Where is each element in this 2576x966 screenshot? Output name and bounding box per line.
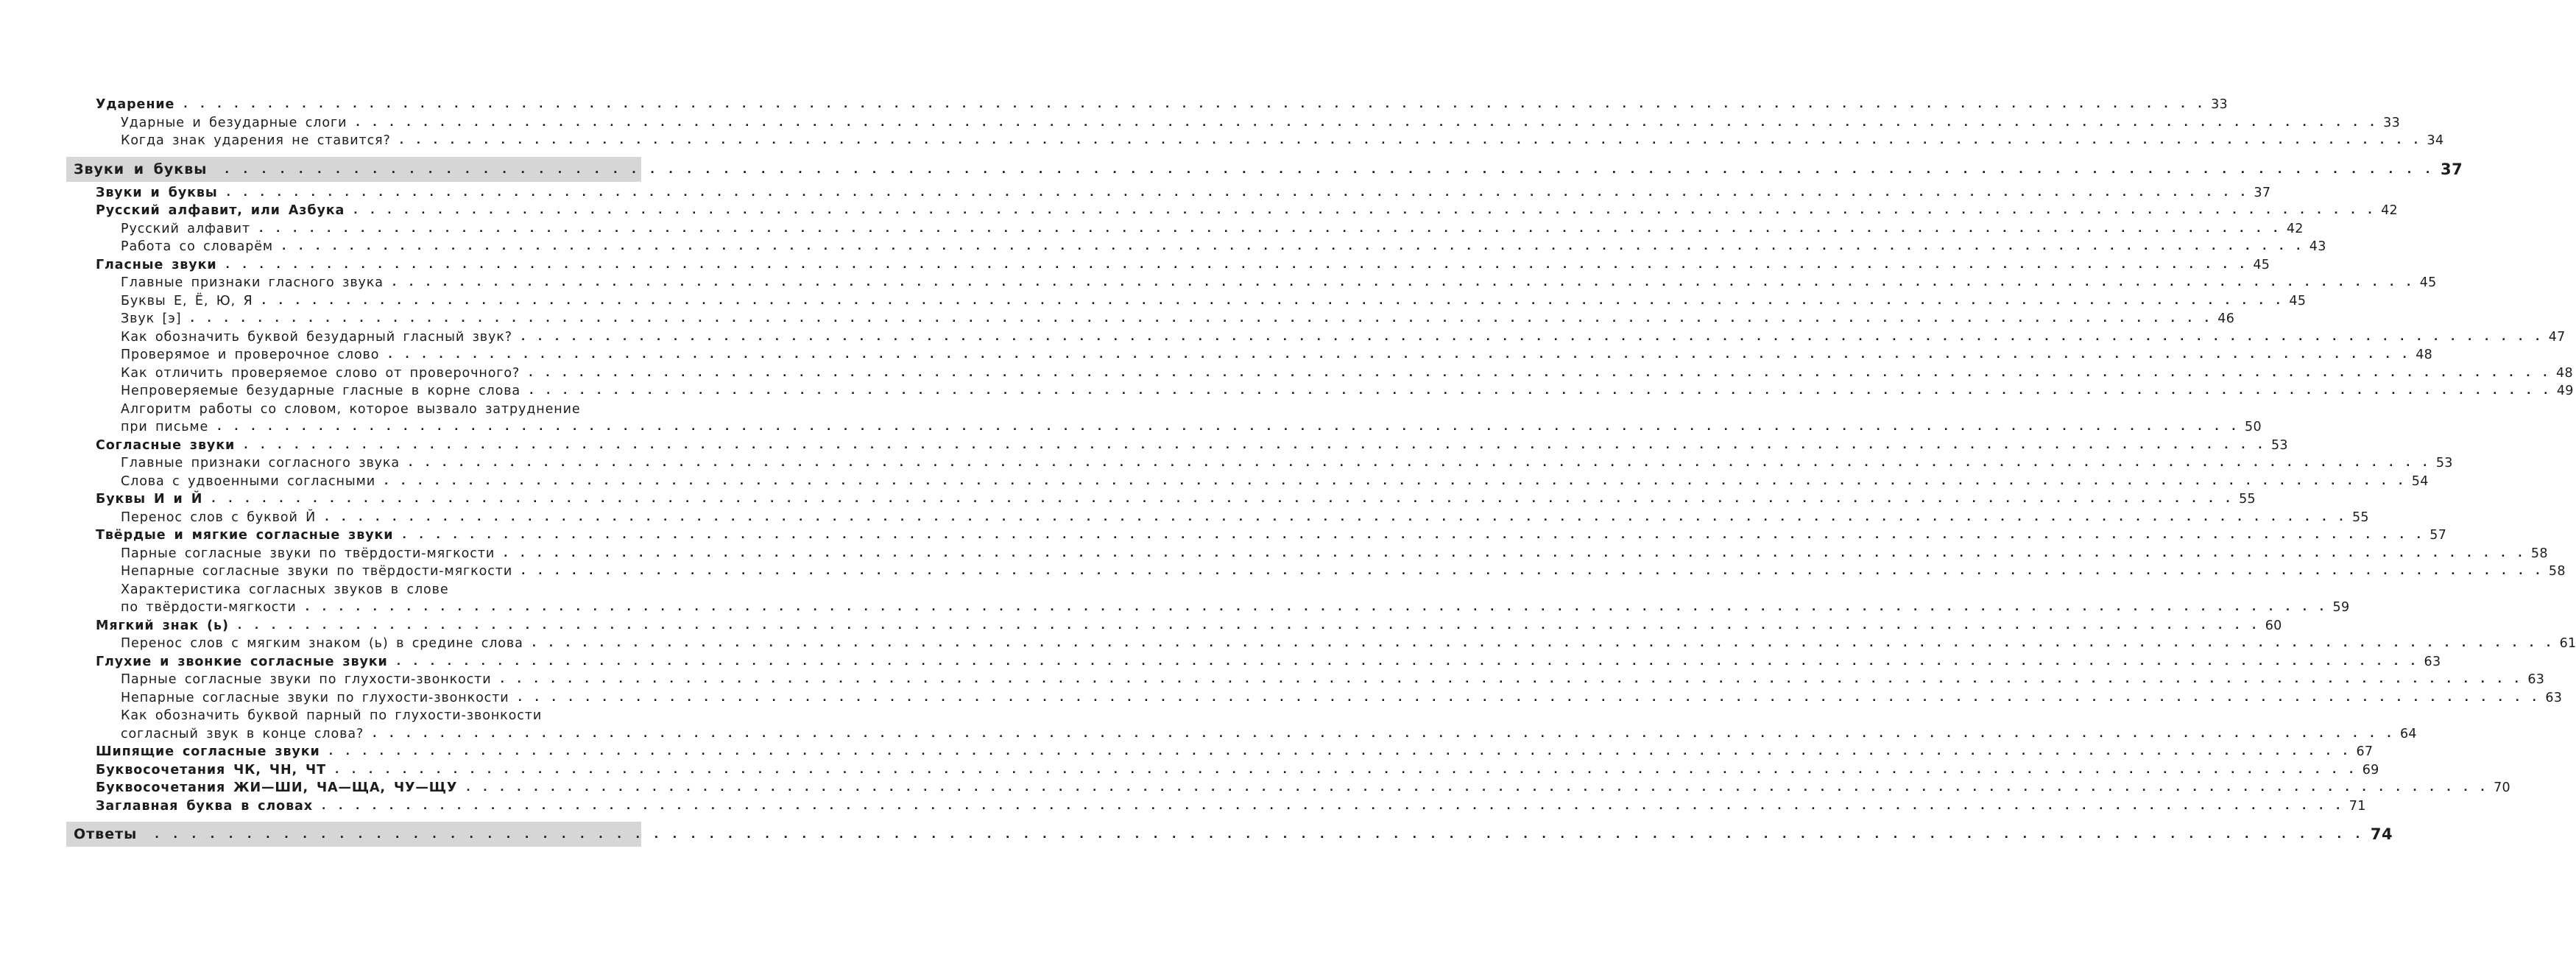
toc-entry-title: Непарные согласные звуки по твёрдости-мягкости	[121, 564, 513, 579]
toc-entry-title: Как обозначить буквой парный по глухости-звонкости	[121, 708, 543, 723]
leader-dots: . . . . . . . . . . . . . . . . . . . . . . . . . . . . . . . . . . . . . . . . . . . . . . . . . . . . . . . . . . . . . . . . . . . . . . . . . . . . . . . . . . . . . . . . . . . . . . . . . . . . . . . . . . . . . . . . . . . . . . . .	[155, 828, 2363, 841]
section-heading-title: Звуки и буквы	[74, 161, 208, 177]
toc-entry-title-continued: по твёрдости-мягкости	[121, 600, 297, 615]
toc-entry-title: Звуки и буквы	[96, 185, 218, 200]
toc-entry-page: 45	[2289, 293, 2307, 309]
toc-entry-page: 58	[2548, 564, 2566, 579]
leader-dots: . . . . . . . . . . . . . . . . . . . . . . . . . . . . . . . . . . . . . . . . . . . . . . . . . . . . . . . . . . . . . . . . . . . . . . . . . . . . . . . . . . . . . . . . . . . . . . . . . . . . . . . . . . . . . . . . . . . . . . . .	[217, 421, 2240, 433]
toc-entry-page: 34	[2427, 133, 2444, 148]
toc-entry-title: Шипящие согласные звуки	[96, 744, 320, 759]
leader-dots: . . . . . . . . . . . . . . . . . . . . . . . . . . . . . . . . . . . . . . . . . . . . . . . . . . . . . . . . . . . . . . . . . . . . . . . . . . . . . . . . . . . . . . . . . . . . . . . . . . . . . . . . . . . . . . . . . . . . . . . .	[328, 746, 2351, 758]
toc-entry-subtopic[interactable]	[121, 115, 2401, 131]
toc-entry-subtopic[interactable]	[121, 293, 2307, 309]
toc-entry-subtopic[interactable]	[121, 365, 2573, 381]
leader-dots: . . . . . . . . . . . . . . . . . . . . . . . . . . . . . . . . . . . . . . . . . . . . . . . . . . . . . . . . . . . . . . . . . . . . . . . . . . . . . . . . . . . . . . . . . . . . . . . . . . . . . . . . . . . . . . . . . . . . . . . .	[356, 116, 2378, 129]
leader-dots: . . . . . . . . . . . . . . . . . . . . . . . . . . . . . . . . . . . . . . . . . . . . . . . . . . . . . . . . . . . . . . . . . . . . . . . . . . . . . . . . . . . . . . . . . . . . . . . . . . . . . . . . . . . . . . . . . . . . . . . .	[384, 475, 2406, 487]
toc-entry-topic[interactable]	[96, 185, 2271, 201]
toc-entry-continuation[interactable]	[121, 419, 2262, 435]
toc-entry-page: 49	[2556, 384, 2574, 398]
toc-entry-page: 50	[2245, 420, 2262, 434]
leader-dots: . . . . . . . . . . . . . . . . . . . . . . . . . . . . . . . . . . . . . . . . . . . . . . . . . . . . . . . . . . . . . . . . . . . . . . . . . . . . . . . . . . . . . . . . . . . . . . . . . . . . . . . . . . . . . . . . . . . . . . . .	[334, 764, 2357, 776]
toc-entry-topic[interactable]	[96, 437, 2288, 454]
toc-entry-topic[interactable]	[96, 744, 2374, 760]
leader-dots: . . . . . . . . . . . . . . . . . . . . . . . . . . . . . . . . . . . . . . . . . . . . . . . . . . . . . . . . . . . . . . . . . . . . . . . . . . . . . . . . . . . . . . . . . . . . . . . . . . . . . . . . . . . . . . . . . . . . . . . .	[225, 162, 2434, 176]
toc-entry-title: Парные согласные звуки по глухости-звонкости	[121, 672, 492, 687]
toc-entry-page: 43	[2309, 239, 2326, 254]
toc-entry-page: 60	[2265, 618, 2282, 633]
toc-entry-page: 42	[2381, 203, 2398, 218]
toc-entry-subtopic[interactable]	[121, 635, 2576, 652]
toc-entry-subtopic[interactable]	[121, 690, 2563, 706]
leader-dots: . . . . . . . . . . . . . . . . . . . . . . . . . . . . . . . . . . . . . . . . . . . . . . . . . . . . . . . . . . . . . . . . . . . . . . . . . . . . . . . . . . . . . . . . . . . . . . . . . . . . . . . . . . . . . . . . . . . . . . . .	[392, 277, 2414, 289]
toc-entry-subtopic[interactable]	[121, 455, 2453, 471]
toc-entry-title: Парные согласные звуки по твёрдости-мягкости	[121, 546, 495, 561]
toc-entry-page: 53	[2435, 456, 2453, 470]
toc-entry-line[interactable]	[121, 401, 637, 417]
toc-entry-page: 37	[2254, 185, 2271, 200]
toc-entry-title: Ударение	[96, 97, 175, 112]
toc-entry-subtopic[interactable]	[121, 473, 2429, 490]
toc-entry-page: 63	[2545, 690, 2563, 705]
leader-dots: . . . . . . . . . . . . . . . . . . . . . . . . . . . . . . . . . . . . . . . . . . . . . . . . . . . . . . . . . . . . . . . . . . . . . . . . . . . . . . . . . . . . . . . . . . . . . . . . . . . . . . . . . . . . . . . . . . . . . . . .	[237, 619, 2259, 632]
leader-dots: . . . . . . . . . . . . . . . . . . . . . . . . . . . . . . . . . . . . . . . . . . . . . . . . . . . . . . . . . . . . . . . . . . . . . . . . . . . . . . . . . . . . . . . . . . . . . . . . . . . . . . . . . . . . . . . . . . . . . . . .	[532, 638, 2554, 649]
toc-entry-page: 54	[2411, 473, 2429, 489]
leader-dots: . . . . . . . . . . . . . . . . . . . . . . . . . . . . . . . . . . . . . . . . . . . . . . . . . . . . . . . . . . . . . . . . . . . . . . . . . . . . . . . . . . . . . . . . . . . . . . . . . . . . . . . . . . . . . . . . . . . . . . . .	[281, 241, 2304, 253]
toc-entry-page: 46	[2217, 311, 2235, 326]
toc-entry-topic[interactable]	[96, 654, 2441, 670]
toc-entry-subtopic[interactable]	[121, 275, 2437, 291]
toc-entry-page: 33	[2211, 97, 2228, 112]
leader-dots: . . . . . . . . . . . . . . . . . . . . . . . . . . . . . . . . . . . . . . . . . . . . . . . . . . . . . . . . . . . . . . . . . . . . . . . . . . . . . . . . . . . . . . . . . . . . . . . . . . . . . . . . . . . . . . . . . . . . . . . .	[529, 367, 2551, 379]
toc-entry-title-continued: при письме	[121, 420, 209, 434]
leader-dots: . . . . . . . . . . . . . . . . . . . . . . . . . . . . . . . . . . . . . . . . . . . . . . . . . . . . . . . . . . . . . . . . . . . . . . . . . . . . . . . . . . . . . . . . . . . . . . . . . . . . . . . . . . . . . . . . . . . . . . . .	[396, 655, 2418, 668]
toc-entry-title: Мягкий знак (ь)	[96, 618, 229, 633]
leader-dots: . . . . . . . . . . . . . . . . . . . . . . . . . . . . . . . . . . . . . . . . . . . . . . . . . . . . . . . . . . . . . . . . . . . . . . . . . . . . . . . . . . . . . . . . . . . . . . . . . . . . . . . . . . . . . . . . . . . . . . . .	[325, 511, 2346, 523]
toc-entry-title: Характеристика согласных звуков в слове	[121, 582, 449, 597]
toc-entry-line[interactable]	[121, 708, 637, 724]
toc-entry-subtopic[interactable]	[121, 329, 2566, 345]
section-heading-page: 37	[2441, 160, 2463, 178]
toc-entry-title: Как отличить проверяемое слово от проверочного?	[121, 365, 521, 381]
toc-entry-subtopic[interactable]	[121, 311, 2235, 327]
toc-entry-topic[interactable]	[96, 527, 2447, 543]
toc-entry-title: Слова с удвоенными согласными	[121, 473, 375, 489]
toc-entry-title: Русский алфавит, или Азбука	[96, 203, 345, 218]
toc-entry-title-continued: согласный звук в конце слова?	[121, 726, 364, 741]
toc-entry-title: Перенос слов с мягким знаком (ь) в средине слова	[121, 636, 523, 651]
toc-entry-title: Ударные и безударные слоги	[121, 115, 347, 130]
toc-entry-page: 47	[2548, 329, 2566, 345]
toc-entry-title: Буквосочетания ЖИ—ШИ, ЧА—ЩА, ЧУ—ЩУ	[96, 780, 458, 795]
toc-entry-title: Работа со словарём	[121, 239, 273, 254]
toc-entry-title: Непарные согласные звуки по глухости-звонкости	[121, 690, 509, 705]
leader-dots: . . . . . . . . . . . . . . . . . . . . . . . . . . . . . . . . . . . . . . . . . . . . . . . . . . . . . . . . . . . . . . . . . . . . . . . . . . . . . . . . . . . . . . . . . . . . . . . . . . . . . . . . . . . . . . . . . . . . . . . .	[244, 439, 2265, 451]
toc-entry-title: Твёрдые и мягкие согласные звуки	[96, 528, 394, 543]
toc-entry-page: 53	[2271, 437, 2288, 453]
toc-entry-title: Алгоритм работы со словом, которое вызвало затруднение	[121, 401, 581, 417]
toc-entry-title: Буквосочетания ЧК, ЧН, ЧТ	[96, 762, 326, 778]
toc-entry-title: Гласные звуки	[96, 257, 217, 272]
section-heading[interactable]	[66, 157, 2463, 182]
toc-entry-subtopic[interactable]	[121, 510, 2369, 526]
toc-entry-title: Перенос слов с буквой Й	[121, 510, 317, 525]
toc-entry-title: Когда знак ударения не ставится?	[121, 133, 391, 148]
toc-entry-page: 45	[2253, 257, 2270, 272]
leader-dots: . . . . . . . . . . . . . . . . . . . . . . . . . . . . . . . . . . . . . . . . . . . . . . . . . . . . . . . . . . . . . . . . . . . . . . . . . . . . . . . . . . . . . . . . . . . . . . . . . . . . . . . . . . . . . . . . . . . . . . . .	[504, 547, 2525, 560]
toc-entry-title: Как обозначить буквой безударный гласный звук?	[121, 329, 512, 345]
leader-dots: . . . . . . . . . . . . . . . . . . . . . . . . . . . . . . . . . . . . . . . . . . . . . . . . . . . . . . . . . . . . . . . . . . . . . . . . . . . . . . . . . . . . . . . . . . . . . . . . . . . . . . . . . . . . . . . . . . . . . . . .	[518, 691, 2540, 704]
toc-entry-page: 55	[2352, 510, 2369, 525]
section-heading[interactable]	[66, 822, 2393, 847]
toc-entry-page: 63	[2527, 672, 2545, 687]
toc-entry-title: Проверямое и проверочное слово	[121, 348, 380, 362]
toc-entry-topic[interactable]	[96, 780, 2510, 796]
toc-entry-page: 71	[2349, 798, 2366, 814]
leader-dots: . . . . . . . . . . . . . . . . . . . . . . . . . . . . . . . . . . . . . . . . . . . . . . . . . . . . . . . . . . . . . . . . . . . . . . . . . . . . . . . . . . . . . . . . . . . . . . . . . . . . . . . . . . . . . . . . . . . . . . . .	[373, 727, 2394, 740]
toc-entry-title: Буквы Е, Ё, Ю, Я	[121, 293, 253, 309]
toc-entry-topic[interactable]	[96, 491, 2256, 507]
toc-entry-page: 69	[2362, 762, 2379, 778]
leader-dots: . . . . . . . . . . . . . . . . . . . . . . . . . . . . . . . . . . . . . . . . . . . . . . . . . . . . . . . . . . . . . . . . . . . . . . . . . . . . . . . . . . . . . . . . . . . . . . . . . . . . . . . . . . . . . . . . . . . . . . . .	[521, 565, 2543, 577]
leader-dots: . . . . . . . . . . . . . . . . . . . . . . . . . . . . . . . . . . . . . . . . . . . . . . . . . . . . . . . . . . . . . . . . . . . . . . . . . . . . . . . . . . . . . . . . . . . . . . . . . . . . . . . . . . . . . . . . . . . . . . . .	[353, 205, 2376, 216]
leader-dots: . . . . . . . . . . . . . . . . . . . . . . . . . . . . . . . . . . . . . . . . . . . . . . . . . . . . . . . . . . . . . . . . . . . . . . . . . . . . . . . . . . . . . . . . . . . . . . . . . . . . . . . . . . . . . . . . . . . . . . . .	[321, 800, 2343, 812]
toc-entry-topic[interactable]	[96, 798, 2366, 814]
toc-entry-title: Звук [э]	[121, 311, 182, 326]
toc-entry-subtopic[interactable]	[121, 671, 2545, 688]
toc-entry-subtopic[interactable]	[121, 347, 2433, 363]
toc-entry-topic[interactable]	[96, 618, 2282, 634]
toc-entry-title: Заглавная буква в словах	[96, 798, 313, 814]
leader-dots: . . . . . . . . . . . . . . . . . . . . . . . . . . . . . . . . . . . . . . . . . . . . . . . . . . . . . . . . . . . . . . . . . . . . . . . . . . . . . . . . . . . . . . . . . . . . . . . . . . . . . . . . . . . . . . . . . . . . . . . .	[211, 493, 2234, 505]
leader-dots: . . . . . . . . . . . . . . . . . . . . . . . . . . . . . . . . . . . . . . . . . . . . . . . . . . . . . . . . . . . . . . . . . . . . . . . . . . . . . . . . . . . . . . . . . . . . . . . . . . . . . . . . . . . . . . . . . . . . . . . .	[183, 99, 2206, 110]
leader-dots: . . . . . . . . . . . . . . . . . . . . . . . . . . . . . . . . . . . . . . . . . . . . . . . . . . . . . . . . . . . . . . . . . . . . . . . . . . . . . . . . . . . . . . . . . . . . . . . . . . . . . . . . . . . . . . . . . . . . . . . .	[225, 258, 2248, 271]
toc-entry-subtopic[interactable]	[121, 383, 2574, 399]
toc-entry-page: 59	[2332, 600, 2350, 615]
toc-entry-title: Русский алфавит	[121, 221, 251, 236]
toc-entry-page: 70	[2494, 780, 2510, 795]
leader-dots: . . . . . . . . . . . . . . . . . . . . . . . . . . . . . . . . . . . . . . . . . . . . . . . . . . . . . . . . . . . . . . . . . . . . . . . . . . . . . . . . . . . . . . . . . . . . . . . . . . . . . . . . . . . . . . . . . . . . . . . .	[399, 135, 2421, 147]
toc-entry-continuation[interactable]	[121, 726, 2417, 742]
leader-dots: . . . . . . . . . . . . . . . . . . . . . . . . . . . . . . . . . . . . . . . . . . . . . . . . . . . . . . . . . . . . . . . . . . . . . . . . . . . . . . . . . . . . . . . . . . . . . . . . . . . . . . . . . . . . . . . . . . . . . . . .	[305, 602, 2327, 613]
toc-entry-page: 58	[2530, 546, 2548, 561]
toc-entry-subtopic[interactable]	[121, 133, 2444, 149]
leader-dots: . . . . . . . . . . . . . . . . . . . . . . . . . . . . . . . . . . . . . . . . . . . . . . . . . . . . . . . . . . . . . . . . . . . . . . . . . . . . . . . . . . . . . . . . . . . . . . . . . . . . . . . . . . . . . . . . . . . . . . . .	[521, 331, 2543, 343]
toc-entry-title: Буквы И и Й	[96, 492, 203, 507]
toc-entry-page: 61	[2559, 636, 2576, 651]
leader-dots: . . . . . . . . . . . . . . . . . . . . . . . . . . . . . . . . . . . . . . . . . . . . . . . . . . . . . . . . . . . . . . . . . . . . . . . . . . . . . . . . . . . . . . . . . . . . . . . . . . . . . . . . . . . . . . . . . . . . . . . .	[500, 674, 2522, 685]
toc-entry-page: 67	[2356, 744, 2374, 759]
leader-dots: . . . . . . . . . . . . . . . . . . . . . . . . . . . . . . . . . . . . . . . . . . . . . . . . . . . . . . . . . . . . . . . . . . . . . . . . . . . . . . . . . . . . . . . . . . . . . . . . . . . . . . . . . . . . . . . . . . . . . . . .	[529, 385, 2551, 397]
toc-entry-title: Непроверяемые безударные гласные в корне слова	[121, 384, 521, 398]
toc-entry-line[interactable]	[121, 582, 637, 598]
toc-entry-title: Согласные звуки	[96, 437, 236, 453]
toc-entry-page: 48	[2556, 365, 2573, 381]
toc-entry-topic[interactable]	[96, 202, 2398, 219]
section-heading-title: Ответы	[74, 826, 138, 842]
leader-dots: . . . . . . . . . . . . . . . . . . . . . . . . . . . . . . . . . . . . . . . . . . . . . . . . . . . . . . . . . . . . . . . . . . . . . . . . . . . . . . . . . . . . . . . . . . . . . . . . . . . . . . . . . . . . . . . . . . . . . . . .	[259, 222, 2281, 235]
toc-entry-page: 55	[2239, 492, 2256, 507]
toc-entry-title: Глухие и звонкие согласные звуки	[96, 654, 388, 669]
toc-entry-page: 45	[2419, 275, 2437, 290]
toc-entry-title: Главные признаки согласного звука	[121, 456, 400, 470]
leader-dots: . . . . . . . . . . . . . . . . . . . . . . . . . . . . . . . . . . . . . . . . . . . . . . . . . . . . . . . . . . . . . . . . . . . . . . . . . . . . . . . . . . . . . . . . . . . . . . . . . . . . . . . . . . . . . . . . . . . . . . . .	[402, 529, 2424, 541]
toc-entry-page: 42	[2286, 221, 2304, 236]
toc-entry-topic[interactable]	[96, 762, 2379, 778]
toc-entry-subtopic[interactable]	[121, 563, 2566, 579]
toc-entry-continuation[interactable]	[121, 599, 2350, 616]
toc-entry-subtopic[interactable]	[121, 239, 2326, 255]
section-heading-page: 74	[2370, 825, 2393, 843]
toc-entry-title: Главные признаки гласного звука	[121, 275, 384, 290]
toc-entry-topic[interactable]	[96, 257, 2270, 273]
toc-entry-subtopic[interactable]	[121, 546, 2548, 562]
toc-entry-page: 57	[2429, 528, 2447, 543]
toc-entry-subtopic[interactable]	[121, 221, 2304, 237]
toc-entry-topic[interactable]	[96, 96, 2228, 113]
toc-entry-page: 48	[2416, 348, 2433, 362]
toc-entry-page: 33	[2383, 115, 2401, 130]
leader-dots: . . . . . . . . . . . . . . . . . . . . . . . . . . . . . . . . . . . . . . . . . . . . . . . . . . . . . . . . . . . . . . . . . . . . . . . . . . . . . . . . . . . . . . . . . . . . . . . . . . . . . . . . . . . . . . . . . . . . . . . .	[190, 313, 2212, 325]
toc-entry-page: 64	[2399, 726, 2417, 741]
leader-dots: . . . . . . . . . . . . . . . . . . . . . . . . . . . . . . . . . . . . . . . . . . . . . . . . . . . . . . . . . . . . . . . . . . . . . . . . . . . . . . . . . . . . . . . . . . . . . . . . . . . . . . . . . . . . . . . . . . . . . . . .	[226, 186, 2248, 199]
leader-dots: . . . . . . . . . . . . . . . . . . . . . . . . . . . . . . . . . . . . . . . . . . . . . . . . . . . . . . . . . . . . . . . . . . . . . . . . . . . . . . . . . . . . . . . . . . . . . . . . . . . . . . . . . . . . . . . . . . . . . . . .	[261, 295, 2284, 307]
leader-dots: . . . . . . . . . . . . . . . . . . . . . . . . . . . . . . . . . . . . . . . . . . . . . . . . . . . . . . . . . . . . . . . . . . . . . . . . . . . . . . . . . . . . . . . . . . . . . . . . . . . . . . . . . . . . . . . . . . . . . . . .	[466, 782, 2488, 794]
toc-entry-page: 63	[2424, 654, 2441, 669]
leader-dots: . . . . . . . . . . . . . . . . . . . . . . . . . . . . . . . . . . . . . . . . . . . . . . . . . . . . . . . . . . . . . . . . . . . . . . . . . . . . . . . . . . . . . . . . . . . . . . . . . . . . . . . . . . . . . . . . . . . . . . . .	[409, 457, 2430, 469]
leader-dots: . . . . . . . . . . . . . . . . . . . . . . . . . . . . . . . . . . . . . . . . . . . . . . . . . . . . . . . . . . . . . . . . . . . . . . . . . . . . . . . . . . . . . . . . . . . . . . . . . . . . . . . . . . . . . . . . . . . . . . . .	[388, 349, 2410, 361]
